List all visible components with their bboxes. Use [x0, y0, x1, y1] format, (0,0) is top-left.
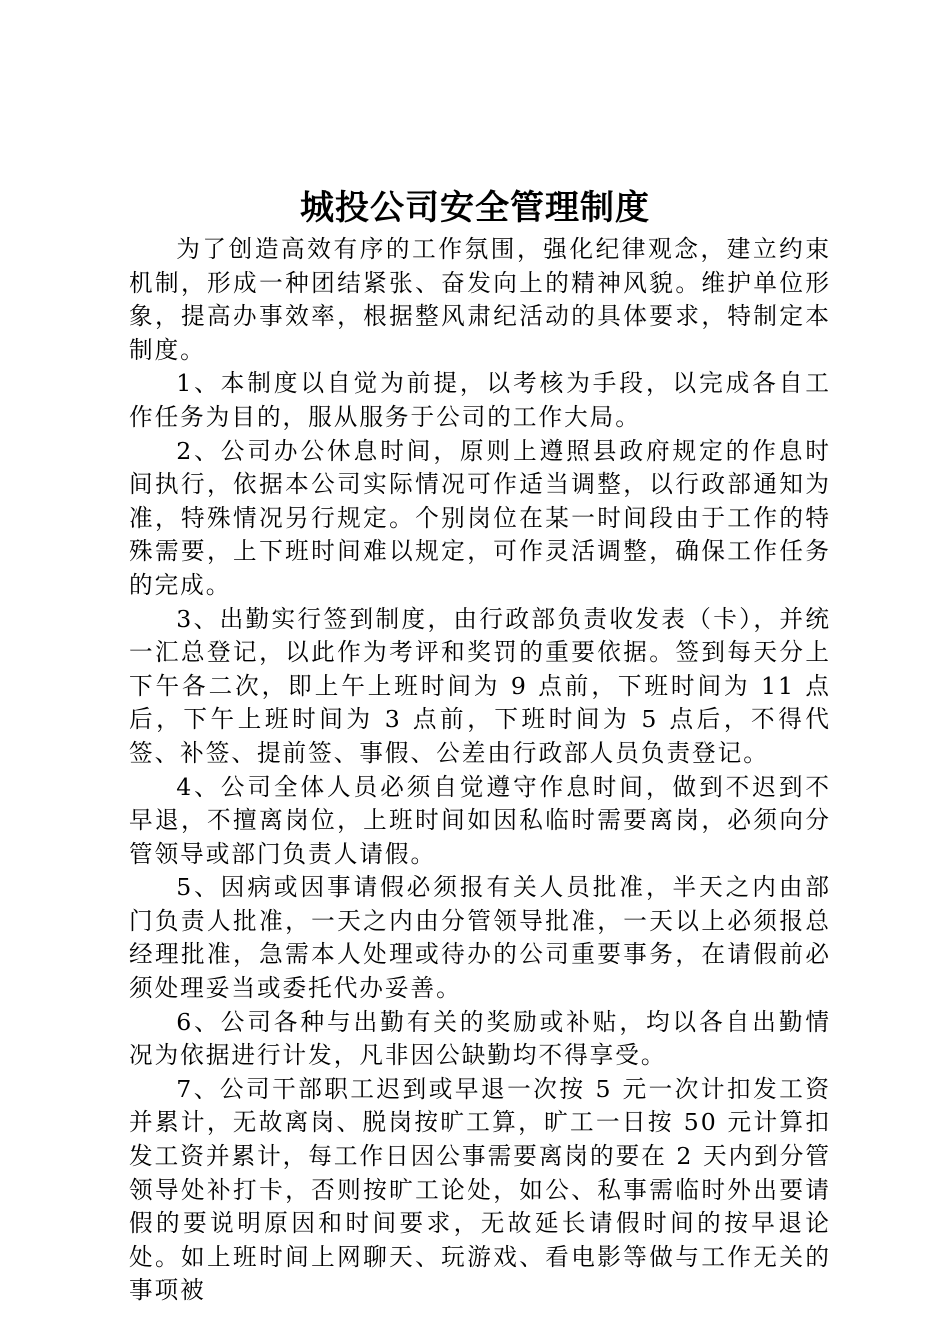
document-title: 城投公司安全管理制度 — [300, 188, 650, 228]
paragraph-rule-3: 3、出勤实行签到制度，由行政部负责收发表（卡），并统一汇总登记，以此作为考评和奖罚的重要依据。签到每天分上下午各二次，即上午上班时间为 9 点前，下班时间为 11 点后，下午上班时间为 3 点前，下班时间为 5 点后，不得代签、补签、提前签、事假、公差由行政部人员负责登记。 — [129, 604, 831, 767]
paragraph-rule-2: 2、公司办公休息时间，原则上遵照县政府规定的作息时间执行，依据本公司实际情况可作适当调整，以行政部通知为准，特殊情况另行规定。个别岗位在某一时间段由于工作的特殊需要，上下班时间难以规定，可作灵活调整，确保工作任务的完成。 — [129, 436, 831, 599]
paragraph-rule-6: 6、公司各种与出勤有关的奖励或补贴，均以各自出勤情况为依据进行计发，凡非因公缺勤均不得享受。 — [129, 1007, 831, 1070]
paragraph-rule-5: 5、因病或因事请假必须报有关人员批准，半天之内由部门负责人批准，一天之内由分管领导批准，一天以上必须报总经理批准，急需本人处理或待办的公司重要事务，在请假前必须处理妥当或委托代办妥善。 — [129, 873, 831, 1003]
paragraph-rule-1: 1、本制度以自觉为前提，以考核为手段，以完成各自工作任务为目的，服从服务于公司的工作大局。 — [129, 369, 831, 431]
paragraph-rule-7: 7、公司干部职工迟到或早退一次按 5 元一次计扣发工资并累计，无故离岗、脱岗按旷工算，旷工一日按 50 元计算扣发工资并累计，每工作日因公事需要离岗的要在 2 天内到分管领导处补打卡，否则按旷工论处，如公、私事需临时外出要请假的要说明原因和时间要求，无故延长请假时间的按早退论处。如上班时间上网聊天、玩游戏、看电影等做与工作无关的事项被 — [129, 1074, 831, 1305]
paragraph-intro: 为了创造高效有序的工作氛围，强化纪律观念，建立约束机制，形成一种团结紧张、奋发向上的精神风貌。维护单位形象，提高办事效率，根据整风肃纪活动的具体要求，特制定本制度。 — [129, 235, 831, 364]
paragraph-rule-4: 4、公司全体人员必须自觉遵守作息时间，做到不迟到不早退，不擅离岗位，上班时间如因私临时需要离岗，必须向分管领导或部门负责人请假。 — [129, 772, 831, 868]
document-body — [129, 233, 831, 1308]
